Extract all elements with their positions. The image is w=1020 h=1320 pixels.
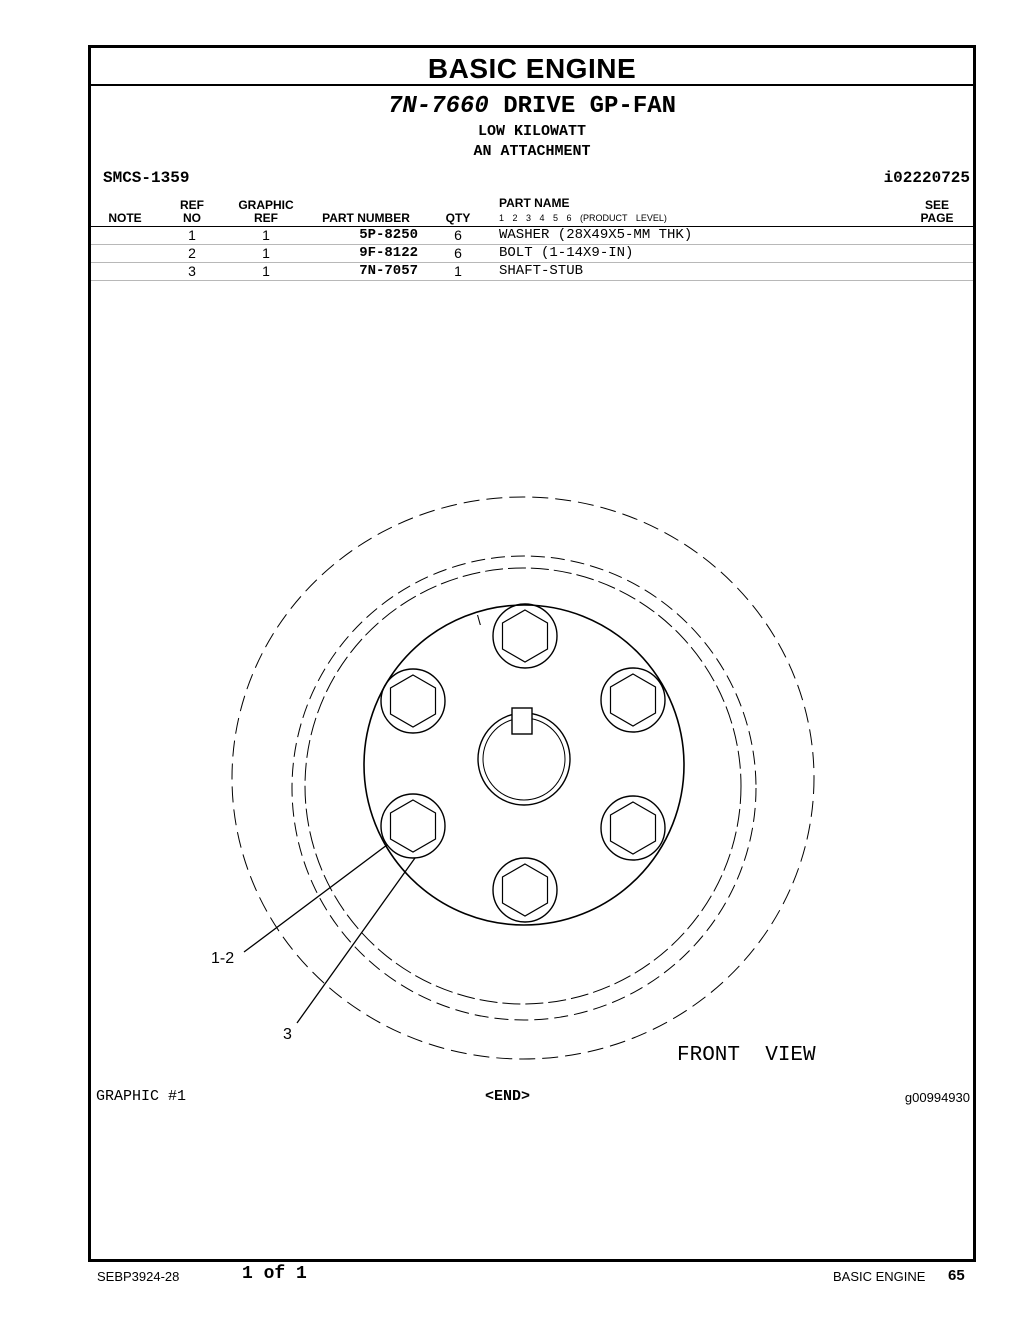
graphic-ref: 1 [262,227,270,243]
col-note: NOTE [108,211,142,225]
ref-no: 2 [188,245,196,261]
callout-3: 3 [283,1026,292,1043]
bolt-top [493,604,557,668]
col-graphic-top: GRAPHIC [238,198,294,212]
bolt-lower-right [601,796,665,860]
part-number: 5P-8250 [359,227,418,243]
bolt-upper-right [601,668,665,732]
graphic-ref: 1 [262,245,270,261]
bolt-upper-left [381,669,445,733]
inner-dashed-circle [305,568,741,1004]
ref-no: 1 [188,227,196,243]
part-name: WASHER (28X49X5-MM THK) [499,227,693,243]
ref-no: 3 [188,263,196,279]
info-reference: i02220725 [883,169,970,187]
graphic-reference: g00994930 [904,1090,970,1105]
footer-page-of: 1 of 1 [242,1264,307,1284]
product-levels: 1 2 3 4 5 6 (PRODUCT LEVEL) [499,213,667,223]
heading-line-3: AN ATTACHMENT [473,143,591,160]
footer-section: BASIC ENGINE [833,1269,926,1284]
callout-1-2: 1-2 [211,950,235,967]
leader-line-1-2 [244,845,387,952]
col-part-number: PART NUMBER [322,211,410,225]
footer-page-number: 65 [948,1267,965,1284]
view-label: FRONT VIEW [677,1044,816,1067]
quantity: 1 [454,263,462,279]
heading-line-2: LOW KILOWATT [477,123,587,140]
col-part-name: PART NAME [499,196,570,210]
col-qty: QTY [445,211,471,225]
bolt-bottom [493,858,557,922]
graphic-ref: 1 [262,263,270,279]
leader-line-3 [297,858,415,1023]
tick-mark: \ [477,612,481,628]
footer-doc-id: SEBP3924-28 [97,1269,180,1284]
middle-dashed-circle [292,556,756,1020]
bolt-lower-left [381,794,445,858]
end-marker: <END> [485,1088,531,1105]
graphic-label: GRAPHIC #1 [96,1088,187,1105]
smcs-code: SMCS-1359 [103,169,190,187]
col-graphic-bottom: REF [254,211,278,225]
col-see-bottom: PAGE [920,211,954,225]
outer-dashed-circle [232,497,814,1059]
group-part-number: 7N-7660 [387,93,489,120]
section-title: BASIC ENGINE [91,48,973,86]
part-number: 9F-8122 [359,245,418,261]
col-see-top: SEE [924,198,949,212]
front-view-drawing [91,48,973,1259]
quantity: 6 [454,227,462,243]
quantity: 6 [454,245,462,261]
part-name: BOLT (1-14X9-IN) [499,245,634,261]
col-ref-top: REF [180,198,204,212]
col-ref-bottom: NO [183,211,201,225]
group-name: DRIVE GP-FAN [503,93,677,120]
page-frame [88,45,976,1262]
part-name: SHAFT-STUB [499,263,584,279]
part-number: 7N-7057 [359,263,418,279]
plate-outline [364,605,684,925]
key-slot [512,708,532,734]
